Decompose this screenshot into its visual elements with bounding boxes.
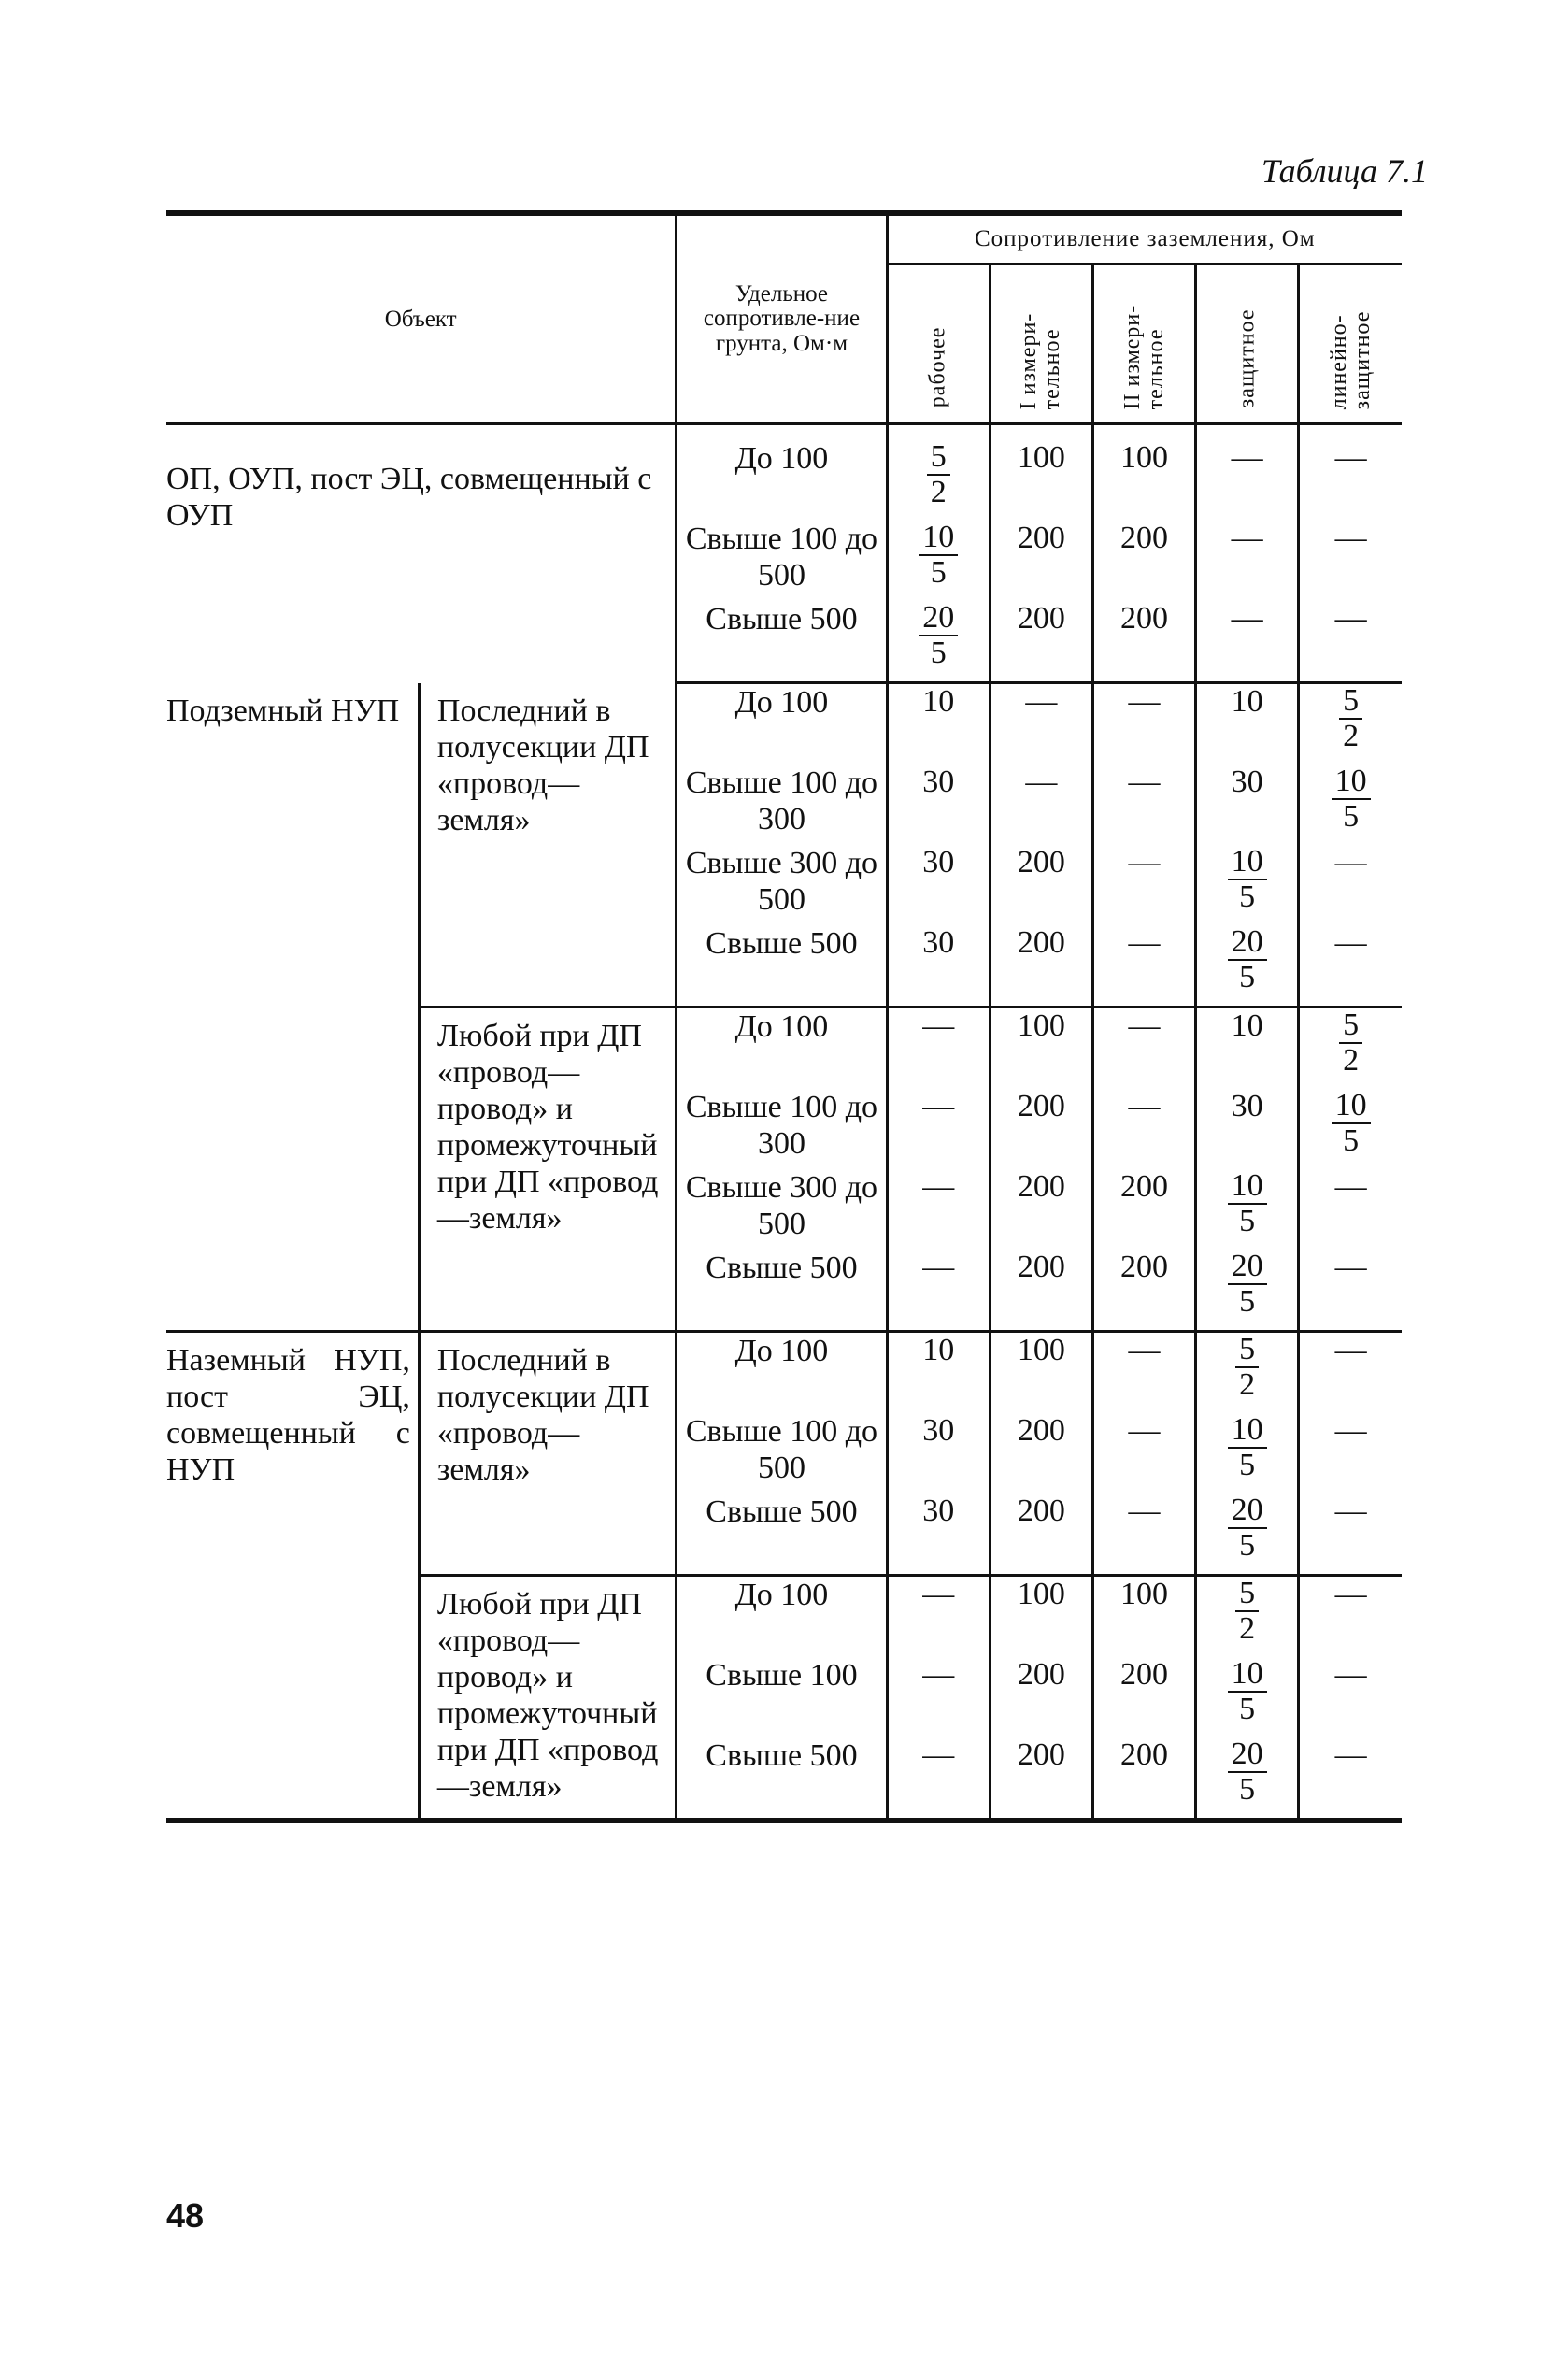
value-cell: — bbox=[1092, 1494, 1195, 1576]
value-cell: 30 bbox=[887, 925, 990, 1008]
value-cell: — bbox=[1092, 845, 1195, 925]
value-cell: — bbox=[1299, 1250, 1402, 1332]
resistivity-cell: До 100 bbox=[677, 1576, 887, 1658]
resistivity-cell: До 100 bbox=[677, 424, 887, 522]
resistivity-cell: Свыше 500 bbox=[677, 1494, 887, 1576]
value-cell: 200 bbox=[990, 1737, 1092, 1821]
value-cell: 30 bbox=[887, 1494, 990, 1576]
value-cell: — bbox=[1299, 925, 1402, 1008]
value-cell: 200 bbox=[1092, 1657, 1195, 1737]
value-cell: 200 bbox=[990, 1089, 1092, 1169]
object-cell: ОП, ОУП, пост ЭЦ, совмещенный с ОУП bbox=[166, 424, 677, 683]
value-cell: — bbox=[887, 1008, 990, 1090]
value-cell: — bbox=[1196, 601, 1299, 683]
value-cell: — bbox=[1092, 925, 1195, 1008]
table-label: Таблица 7.1 bbox=[1261, 152, 1428, 190]
value-cell: $\frac{5}{2}$ bbox=[1299, 683, 1402, 765]
value-cell: — bbox=[1334, 1577, 1367, 1611]
value-cell: — bbox=[887, 1657, 990, 1737]
value-cell: $\frac{20}{5}$ bbox=[1196, 1494, 1299, 1576]
value-cell: — bbox=[990, 683, 1092, 765]
value-cell: 200 bbox=[990, 1413, 1092, 1494]
resistivity-cell: Свыше 300 до 500 bbox=[677, 845, 887, 925]
grounding-resistance-table bbox=[166, 210, 1402, 1823]
header-resistance-group: Сопротивление заземления, Ом bbox=[887, 213, 1402, 264]
value-cell: 30 bbox=[887, 845, 990, 925]
value-cell: 10 bbox=[887, 683, 990, 765]
value-cell: 100 bbox=[1092, 1576, 1195, 1658]
value-cell: — bbox=[1299, 1494, 1402, 1576]
header-col-line-protective: линейно-защитное bbox=[1299, 264, 1402, 424]
value-cell: 200 bbox=[1092, 601, 1195, 683]
page-number: 48 bbox=[166, 2196, 205, 2235]
value-cell: 30 bbox=[1196, 765, 1299, 845]
resistivity-cell: До 100 bbox=[677, 1008, 887, 1090]
value-cell: 200 bbox=[990, 601, 1092, 683]
value-cell: — bbox=[1334, 1333, 1367, 1367]
resistivity-cell: До 100 bbox=[677, 1332, 887, 1414]
value-cell: — bbox=[887, 1737, 990, 1821]
resistivity-cell: Свыше 500 bbox=[677, 1737, 887, 1821]
value-cell: — bbox=[1334, 521, 1367, 555]
value-cell: $\frac{5}{2}$ bbox=[887, 424, 990, 522]
value-cell: — bbox=[1092, 765, 1195, 845]
value-cell: $\frac{5}{2}$ bbox=[1196, 1332, 1299, 1414]
value-cell: — bbox=[1334, 1169, 1367, 1204]
value-cell: — bbox=[1092, 1413, 1195, 1494]
value-cell: 200 bbox=[990, 1494, 1092, 1576]
subobject-cell: Последний в полусекции ДП «провод—земля» bbox=[419, 1332, 676, 1576]
value-cell: 100 bbox=[990, 424, 1092, 522]
resistivity-cell: Свыше 500 bbox=[677, 601, 887, 683]
value-cell: 200 bbox=[990, 1250, 1092, 1332]
value-cell: $\frac{10}{5}$ bbox=[1196, 1169, 1299, 1250]
value-cell: 200 bbox=[990, 1169, 1092, 1250]
resistivity-cell: До 100 bbox=[677, 683, 887, 765]
value-cell: 10 bbox=[1196, 683, 1299, 765]
value-cell: 200 bbox=[1092, 1250, 1195, 1332]
value-cell: $\frac{20}{5}$ bbox=[887, 601, 990, 683]
value-cell: — bbox=[1092, 1008, 1195, 1090]
subobject-cell: Любой при ДП «провод—провод» и промежуточный при ДП «провод—земля» bbox=[419, 1576, 676, 1822]
header-col-protective: защитное bbox=[1196, 264, 1299, 424]
value-cell: — bbox=[1092, 1332, 1195, 1414]
object-cell: Наземный НУП, пост ЭЦ, совмещенный с НУП bbox=[166, 1332, 419, 1822]
value-cell: 200 bbox=[990, 845, 1092, 925]
value-cell: 100 bbox=[990, 1576, 1092, 1658]
value-cell: $\frac{10}{5}$ bbox=[1196, 845, 1299, 925]
value-cell: 200 bbox=[1092, 1737, 1195, 1821]
value-cell: 30 bbox=[1196, 1089, 1299, 1169]
value-cell: 100 bbox=[990, 1008, 1092, 1090]
value-cell: 100 bbox=[990, 1332, 1092, 1414]
value-cell: — bbox=[1299, 601, 1402, 683]
value-cell: — bbox=[1334, 845, 1367, 879]
value-cell: 10 bbox=[887, 1332, 990, 1414]
value-cell: $\frac{10}{5}$ bbox=[1196, 1413, 1299, 1494]
value-cell: — bbox=[1334, 440, 1367, 475]
value-cell: — bbox=[1196, 521, 1299, 601]
value-cell: 30 bbox=[887, 1413, 990, 1494]
header-col-measuring-2: II измери-тельное bbox=[1092, 264, 1195, 424]
resistivity-cell: Свыше 300 до 500 bbox=[677, 1169, 887, 1250]
value-cell: — bbox=[887, 1250, 990, 1332]
value-cell: $\frac{20}{5}$ bbox=[1196, 1250, 1299, 1332]
value-cell: 200 bbox=[990, 1657, 1092, 1737]
value-cell: $\frac{10}{5}$ bbox=[887, 521, 990, 601]
value-cell: $\frac{5}{2}$ bbox=[1299, 1008, 1402, 1090]
value-cell: — bbox=[887, 1169, 990, 1250]
value-cell: $\frac{20}{5}$ bbox=[1196, 925, 1299, 1008]
value-cell: — bbox=[1092, 1089, 1195, 1169]
value-cell: $\frac{10}{5}$ bbox=[1299, 1089, 1402, 1169]
value-cell: 200 bbox=[1092, 1169, 1195, 1250]
value-cell: $\frac{5}{2}$ bbox=[1196, 1576, 1299, 1658]
value-cell: $\frac{20}{5}$ bbox=[1196, 1737, 1299, 1821]
value-cell: — bbox=[887, 1089, 990, 1169]
value-cell: — bbox=[1299, 1737, 1402, 1821]
subobject-cell: Любой при ДП «провод—провод» и промежуточный при ДП «провод—земля» bbox=[419, 1008, 676, 1332]
value-cell: 10 bbox=[1196, 1008, 1299, 1090]
value-cell: $\frac{10}{5}$ bbox=[1196, 1657, 1299, 1737]
value-cell: 200 bbox=[990, 925, 1092, 1008]
subobject-cell: Последний в полусекции ДП «провод—земля» bbox=[419, 683, 676, 1008]
resistivity-cell: Свыше 500 bbox=[677, 1250, 887, 1332]
header-col-working: рабочее bbox=[887, 264, 990, 424]
resistivity-cell: Свыше 100 до 500 bbox=[677, 1413, 887, 1494]
value-cell: — bbox=[887, 1576, 990, 1658]
resistivity-cell: Свыше 100 до 300 bbox=[677, 765, 887, 845]
header-col-measuring-1: I измери-тельное bbox=[990, 264, 1092, 424]
object-cell: Подземный НУП bbox=[166, 683, 419, 1332]
header-object: Объект bbox=[166, 213, 677, 424]
value-cell: $\frac{10}{5}$ bbox=[1299, 765, 1402, 845]
value-cell: 200 bbox=[990, 521, 1092, 601]
value-cell: — bbox=[1334, 1413, 1367, 1448]
value-cell: — bbox=[1334, 1657, 1367, 1692]
value-cell: 100 bbox=[1092, 424, 1195, 522]
resistivity-cell: Свыше 500 bbox=[677, 925, 887, 1008]
value-cell: — bbox=[1196, 424, 1299, 522]
value-cell: — bbox=[990, 765, 1092, 845]
resistivity-cell: Свыше 100 до 500 bbox=[677, 521, 887, 601]
value-cell: 200 bbox=[1092, 521, 1195, 601]
resistivity-cell: Свыше 100 до 300 bbox=[677, 1089, 887, 1169]
header-resistivity: Удельное сопротивле-ние грунта, Ом·м bbox=[677, 213, 887, 424]
value-cell: 30 bbox=[887, 765, 990, 845]
value-cell: — bbox=[1092, 683, 1195, 765]
resistivity-cell: Свыше 100 bbox=[677, 1657, 887, 1737]
